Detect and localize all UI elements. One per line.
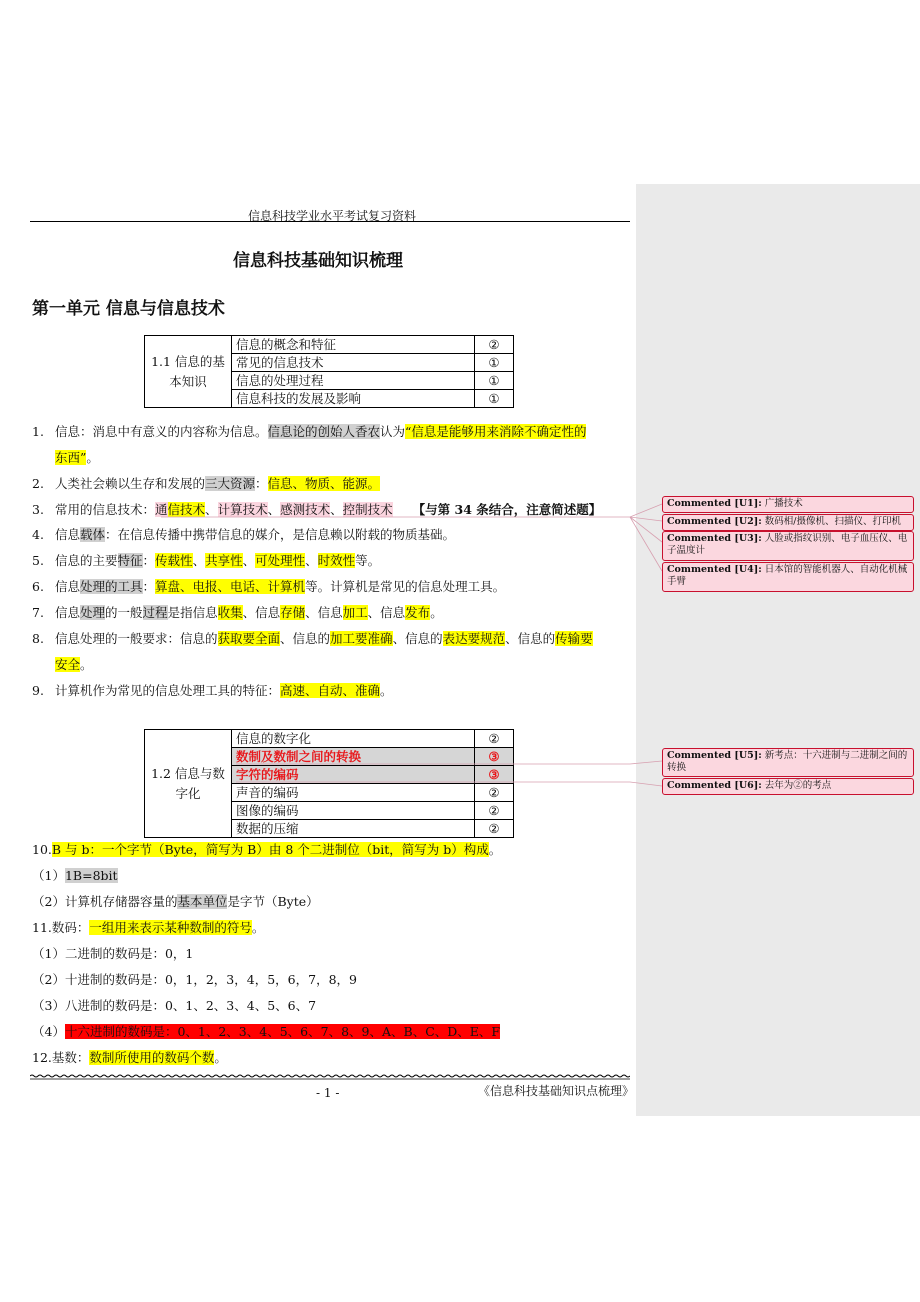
table-label: 1.1 信息的基本知识 bbox=[145, 336, 232, 408]
comment-u2[interactable]: Commented [U2]: 数码相/摄像机、扫描仪、打印机 bbox=[662, 514, 914, 531]
table-label: 1.2 信息与数字化 bbox=[145, 730, 232, 838]
level-mark: ① bbox=[475, 372, 514, 390]
page-header: 信息科技学业水平考试复习资料 bbox=[248, 209, 417, 223]
list-item-10-2: （2）计算机存储器容量的基本单位是字节（Byte） bbox=[32, 894, 319, 909]
table-cell: 信息的概念和特征 bbox=[232, 336, 475, 354]
list-item-12: 12.基数：数制所使用的数码个数。 bbox=[32, 1050, 227, 1065]
list-item-11-4: （4）十六进制的数码是：0、1、2、3、4、5、6、7、8、9、A、B、C、D、E、F bbox=[32, 1024, 501, 1039]
list-item-11-3: （3）八进制的数码是：0、1、2、3、4、5、6、7 bbox=[32, 998, 317, 1013]
level-mark: ② bbox=[475, 730, 514, 748]
level-mark: ② bbox=[475, 336, 514, 354]
level-mark: ③ bbox=[475, 766, 514, 784]
list-item-1: 1. 信息：消息中有意义的内容称为信息。信息论的创始人香农认为“信息是能够用来消除不确定性的 bbox=[32, 424, 587, 439]
list-item-11-1: （1）二进制的数码是：0，1 bbox=[32, 946, 194, 961]
level-mark: ② bbox=[475, 802, 514, 820]
list-item-1-cont: 东西”。 bbox=[55, 450, 99, 465]
list-item-5: 5. 信息的主要特征：传载性、共享性、可处理性、时效性等。 bbox=[32, 553, 381, 568]
list-item-9: 9. 计算机作为常见的信息处理工具的特征：高速、自动、准确。 bbox=[32, 683, 393, 698]
list-item-8-cont: 安全。 bbox=[55, 657, 93, 672]
list-item-11-2: （2）十进制的数码是：0，1，2，3，4，5，6，7，8，9 bbox=[32, 972, 357, 987]
comment-u1[interactable]: Commented [U1]: 广播技术 bbox=[662, 496, 914, 513]
table-cell: 数据的压缩 bbox=[232, 820, 475, 838]
table-cell: 图像的编码 bbox=[232, 802, 475, 820]
list-item-7: 7. 信息处理的一般过程是指信息收集、信息存储、信息加工、信息发布。 bbox=[32, 605, 443, 620]
comment-u6[interactable]: Commented [U6]: 去年为②的考点 bbox=[662, 778, 914, 795]
list-item-6: 6. 信息处理的工具：算盘、电报、电话、计算机等。计算机是常见的信息处理工具。 bbox=[32, 579, 506, 594]
list-item-2: 2. 人类社会赖以生存和发展的三大资源：信息、物质、能源。 bbox=[32, 476, 381, 491]
list-item-4: 4. 信息载体：在信息传播中携带信息的媒介，是信息赖以附载的物质基础。 bbox=[32, 527, 456, 542]
table-cell: 常见的信息技术 bbox=[232, 354, 475, 372]
table-cell: 信息的数字化 bbox=[232, 730, 475, 748]
level-mark: ③ bbox=[475, 748, 514, 766]
document-title: 信息科技基础知识梳理 bbox=[233, 251, 403, 271]
comment-u3[interactable]: Commented [U3]: 人脸或指纹识别、电子血压仪、电子温度计 bbox=[662, 531, 914, 561]
level-mark: ② bbox=[475, 784, 514, 802]
table-cell: 信息科技的发展及影响 bbox=[232, 390, 475, 408]
comment-u4[interactable]: Commented [U4]: 日本馆的智能机器人、自动化机械手臂 bbox=[662, 562, 914, 592]
table-cell: 字符的编码 bbox=[232, 766, 475, 784]
level-mark: ① bbox=[475, 354, 514, 372]
page-number: - 1 - bbox=[316, 1086, 340, 1100]
table-cell: 数制及数制之间的转换 bbox=[232, 748, 475, 766]
table-cell: 信息的处理过程 bbox=[232, 372, 475, 390]
comment-u5[interactable]: Commented [U5]: 新考点：十六进制与二进制之间的转换 bbox=[662, 748, 914, 777]
list-item-10-1: （1）1B=8bit bbox=[32, 868, 118, 883]
table-cell: 声音的编码 bbox=[232, 784, 475, 802]
unit-heading: 第一单元 信息与信息技术 bbox=[32, 299, 225, 319]
list-item-10: 10.B 与 b：一个字节（Byte，简写为 B）由 8 个二进制位（bit，简写为 b）构成。 bbox=[32, 842, 502, 857]
level-mark: ② bbox=[475, 820, 514, 838]
level-mark: ① bbox=[475, 390, 514, 408]
list-item-8: 8. 信息处理的一般要求：信息的获取要全面、信息的加工要准确、信息的表达要规范、信息的传输要 bbox=[32, 631, 593, 646]
footer-title: 《信息科技基础知识点梳理》 bbox=[478, 1084, 635, 1098]
list-item-3: 3. 常用的信息技术：通信技术、计算技术、感测技术、控制技术 【与第 34 条结合，注意简述题】 bbox=[32, 502, 602, 517]
list-item-11: 11.数码：一组用来表示某种数制的符号。 bbox=[32, 920, 265, 935]
